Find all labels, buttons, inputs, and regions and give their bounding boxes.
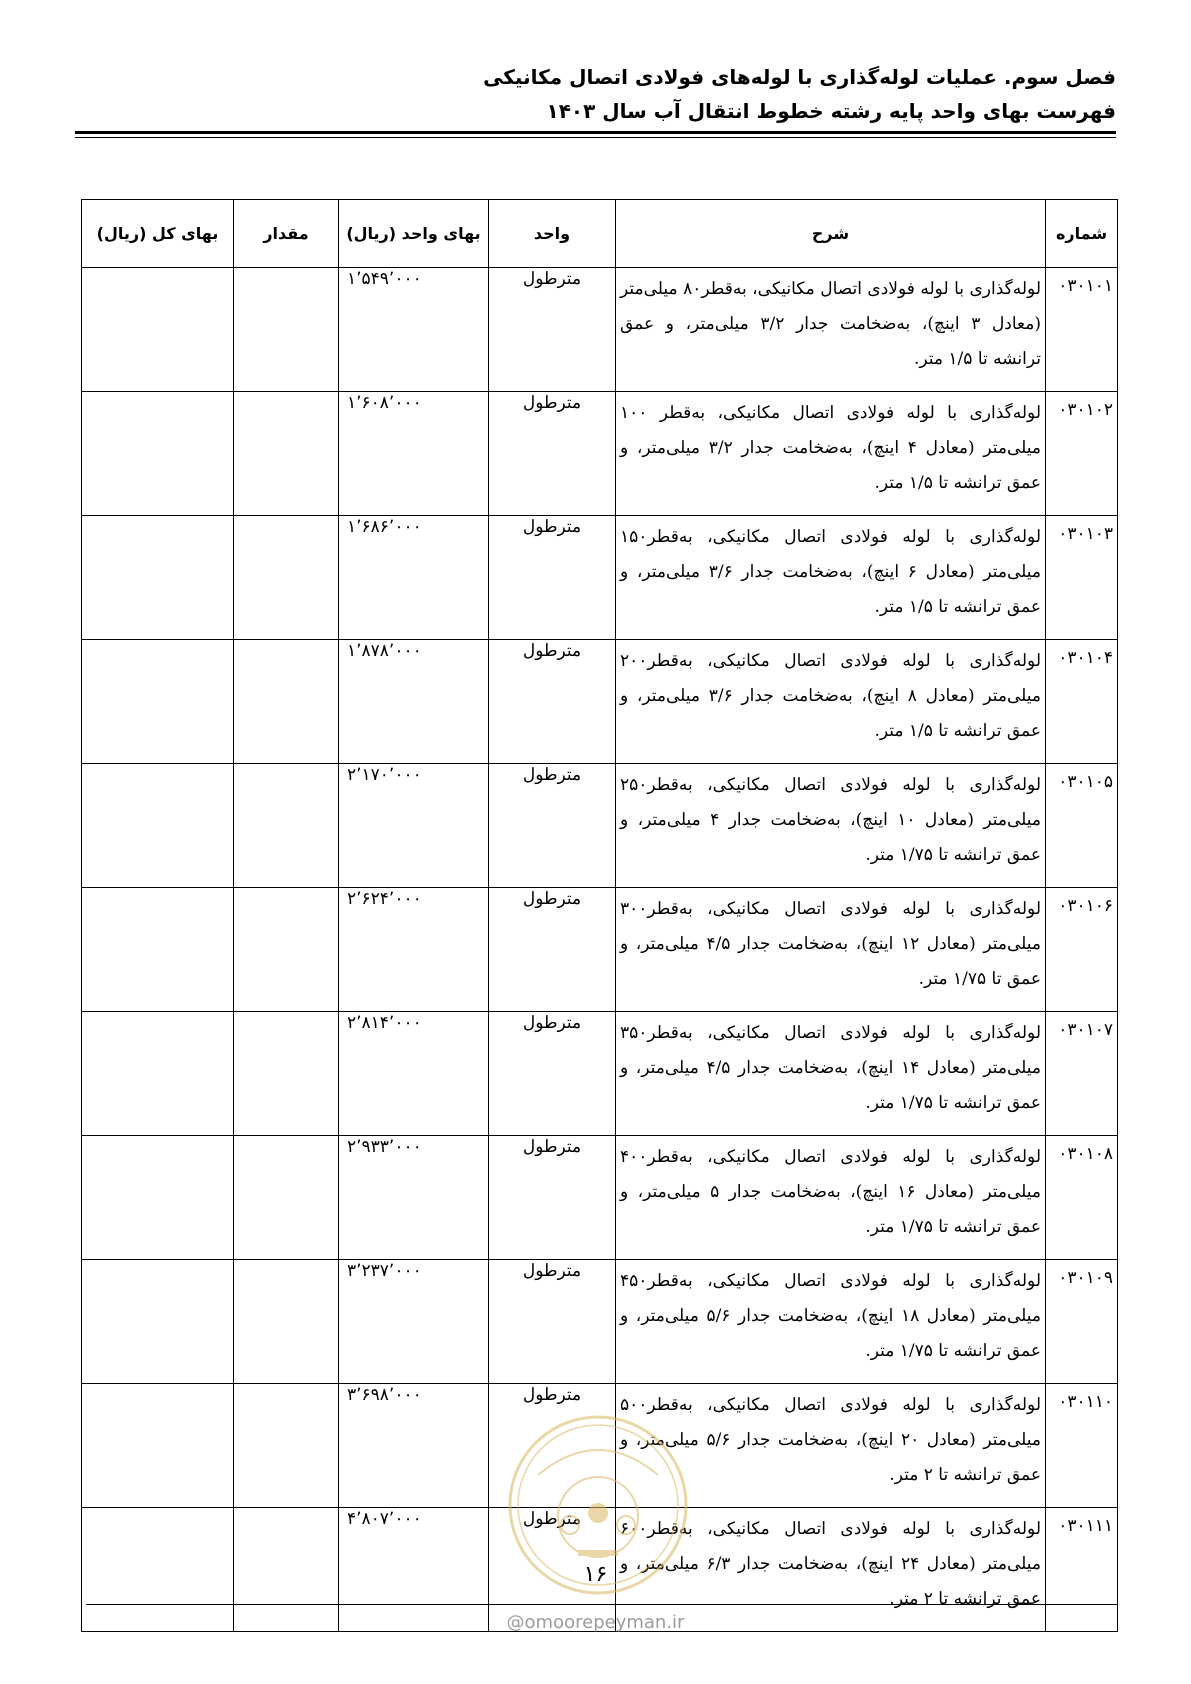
item-description: لوله‌گذاری با لوله فولادی اتصال مکانیکی، به‌قطر۴۵۰ میلی‌متر (معادل ۱۸ اینچ)، به‌ضخامت جدار ۵/۶ میلی‌متر، و عمق ترانشه تا ۱/۷۵ متر. [616, 1260, 1046, 1384]
col-header-unit-price: بهای واحد (ریال) [339, 200, 489, 268]
header-rule-thin [75, 137, 1116, 138]
item-unit: مترطول [489, 392, 616, 516]
item-unit-price: ۲٬۱۷۰٬۰۰۰ [339, 764, 489, 888]
item-total-price [82, 1384, 234, 1508]
item-code: ۰۳۰۱۰۷ [1046, 1012, 1118, 1136]
table-header-row [82, 200, 1118, 268]
item-code: ۰۳۰۱۰۶ [1046, 888, 1118, 1012]
item-unit-price: ۱٬۶۸۶٬۰۰۰ [339, 516, 489, 640]
page-header [66, 60, 1116, 128]
item-unit-price: ۳٬۲۳۷٬۰۰۰ [339, 1260, 489, 1384]
item-total-price [82, 516, 234, 640]
item-unit-price: ۲٬۹۳۳٬۰۰۰ [339, 1136, 489, 1260]
table-row [82, 392, 1118, 516]
item-quantity [234, 516, 339, 640]
item-quantity [234, 640, 339, 764]
item-unit-price: ۳٬۶۹۸٬۰۰۰ [339, 1384, 489, 1508]
price-list-title: فهرست بهای واحد پایه رشته خطوط انتقال آب سال ۱۴۰۳ [546, 99, 1116, 123]
col-header-total-price: بهای کل (ریال) [82, 200, 234, 268]
item-unit: مترطول [489, 640, 616, 764]
item-total-price [82, 764, 234, 888]
table-row [82, 1136, 1118, 1260]
table-row [82, 640, 1118, 764]
item-unit-price: ۱٬۸۷۸٬۰۰۰ [339, 640, 489, 764]
item-unit: مترطول [489, 1384, 616, 1508]
item-unit-price: ۱٬۶۰۸٬۰۰۰ [339, 392, 489, 516]
item-unit: مترطول [489, 764, 616, 888]
item-code: ۰۳۰۱۰۴ [1046, 640, 1118, 764]
item-description: لوله‌گذاری با لوله فولادی اتصال مکانیکی، به‌قطر۴۰۰ میلی‌متر (معادل ۱۶ اینچ)، به‌ضخامت جدار ۵ میلی‌متر، و عمق ترانشه تا ۱/۷۵ متر. [616, 1136, 1046, 1260]
item-unit-price: ۱٬۵۴۹٬۰۰۰ [339, 268, 489, 392]
table-row [82, 516, 1118, 640]
col-header-code: شماره [1046, 200, 1118, 268]
item-description: لوله‌گذاری با لوله فولادی اتصال مکانیکی، به‌قطر ۱۰۰ میلی‌متر (معادل ۴ اینچ)، به‌ضخامت جدار ۳/۲ میلی‌متر، و عمق ترانشه تا ۱/۵ متر. [616, 392, 1046, 516]
item-quantity [234, 268, 339, 392]
item-total-price [82, 268, 234, 392]
item-quantity [234, 1012, 339, 1136]
page-number: ۱۶ [583, 1562, 608, 1587]
table-row [82, 888, 1118, 1012]
table-row [82, 1384, 1118, 1508]
footer-rule [86, 1604, 1118, 1605]
item-code: ۰۳۰۱۱۰ [1046, 1384, 1118, 1508]
item-total-price [82, 640, 234, 764]
col-header-description: شرح [616, 200, 1046, 268]
item-total-price [82, 392, 234, 516]
item-code: ۰۳۰۱۰۸ [1046, 1136, 1118, 1260]
table-row [82, 1260, 1118, 1384]
item-description: لوله‌گذاری با لوله فولادی اتصال مکانیکی، به‌قطر۲۰۰ میلی‌متر (معادل ۸ اینچ)، به‌ضخامت جدار ۳/۶ میلی‌متر، و عمق ترانشه تا ۱/۵ متر. [616, 640, 1046, 764]
item-unit: مترطول [489, 1260, 616, 1384]
item-description: لوله‌گذاری با لوله فولادی اتصال مکانیکی، به‌قطر۵۰۰ میلی‌متر (معادل ۲۰ اینچ)، به‌ضخامت جدار ۵/۶ میلی‌متر، و عمق ترانشه تا ۲ متر. [616, 1384, 1046, 1508]
item-description: لوله‌گذاری با لوله فولادی اتصال مکانیکی، به‌قطر۳۰۰ میلی‌متر (معادل ۱۲ اینچ)، به‌ضخامت جدار ۴/۵ میلی‌متر، و عمق تا ۱/۷۵ متر. [616, 888, 1046, 1012]
item-quantity [234, 1260, 339, 1384]
item-total-price [82, 1012, 234, 1136]
item-description: لوله‌گذاری با لوله فولادی اتصال مکانیکی، به‌قطر۸۰ میلی‌متر (معادل ۳ اینچ)، به‌ضخامت جدار ۳/۲ میلی‌متر، و عمق ترانشه تا ۱/۵ متر. [616, 268, 1046, 392]
item-unit: مترطول [489, 1136, 616, 1260]
item-unit: مترطول [489, 1012, 616, 1136]
table-row [82, 268, 1118, 392]
item-code: ۰۳۰۱۰۹ [1046, 1260, 1118, 1384]
col-header-unit: واحد [489, 200, 616, 268]
item-unit: مترطول [489, 516, 616, 640]
item-unit-price: ۲٬۸۱۴٬۰۰۰ [339, 1012, 489, 1136]
item-quantity [234, 1384, 339, 1508]
table-row [82, 1012, 1118, 1136]
item-description: لوله‌گذاری با لوله فولادی اتصال مکانیکی، به‌قطر۶۰۰ میلی‌متر (معادل ۲۴ اینچ)، به‌ضخامت جدار ۶/۳ میلی‌متر، و عمق ترانشه تا ۲ متر. [616, 1508, 1046, 1632]
header-rule-thick [75, 131, 1116, 134]
item-unit-price: ۴٬۸۰۷٬۰۰۰ [339, 1508, 489, 1632]
item-total-price [82, 1136, 234, 1260]
item-code: ۰۳۰۱۱۱ [1046, 1508, 1118, 1632]
item-code: ۰۳۰۱۰۳ [1046, 516, 1118, 640]
table-row [82, 764, 1118, 888]
col-header-quantity: مقدار [234, 200, 339, 268]
item-description: لوله‌گذاری با لوله فولادی اتصال مکانیکی، به‌قطر۳۵۰ میلی‌متر (معادل ۱۴ اینچ)، به‌ضخامت جدار ۴/۵ میلی‌متر، و عمق ترانشه تا ۱/۷۵ متر. [616, 1012, 1046, 1136]
item-description: لوله‌گذاری با لوله فولادی اتصال مکانیکی، به‌قطر۱۵۰ میلی‌متر (معادل ۶ اینچ)، به‌ضخامت جدار ۳/۶ میلی‌متر، و عمق ترانشه تا ۱/۵ متر. [616, 516, 1046, 640]
footer-website: @omoorepeyman.ir [506, 1612, 685, 1633]
item-unit: مترطول [489, 888, 616, 1012]
item-unit: مترطول [489, 268, 616, 392]
item-quantity [234, 888, 339, 1012]
price-table [81, 199, 1118, 1632]
item-code: ۰۳۰۱۰۲ [1046, 392, 1118, 516]
item-quantity [234, 764, 339, 888]
item-unit: مترطول [489, 1508, 616, 1632]
item-unit-price: ۲٬۶۲۴٬۰۰۰ [339, 888, 489, 1012]
item-quantity [234, 1136, 339, 1260]
item-total-price [82, 1260, 234, 1384]
item-code: ۰۳۰۱۰۵ [1046, 764, 1118, 888]
item-total-price [82, 888, 234, 1012]
item-code: ۰۳۰۱۰۱ [1046, 268, 1118, 392]
item-quantity [234, 392, 339, 516]
item-description: لوله‌گذاری با لوله فولادی اتصال مکانیکی، به‌قطر۲۵۰ میلی‌متر (معادل ۱۰ اینچ)، به‌ضخامت جدار ۴ میلی‌متر، و عمق ترانشه تا ۱/۷۵ متر. [616, 764, 1046, 888]
chapter-title: فصل سوم. عملیات لوله‌گذاری با لوله‌های فولادی اتصال مکانیکی [483, 65, 1116, 89]
